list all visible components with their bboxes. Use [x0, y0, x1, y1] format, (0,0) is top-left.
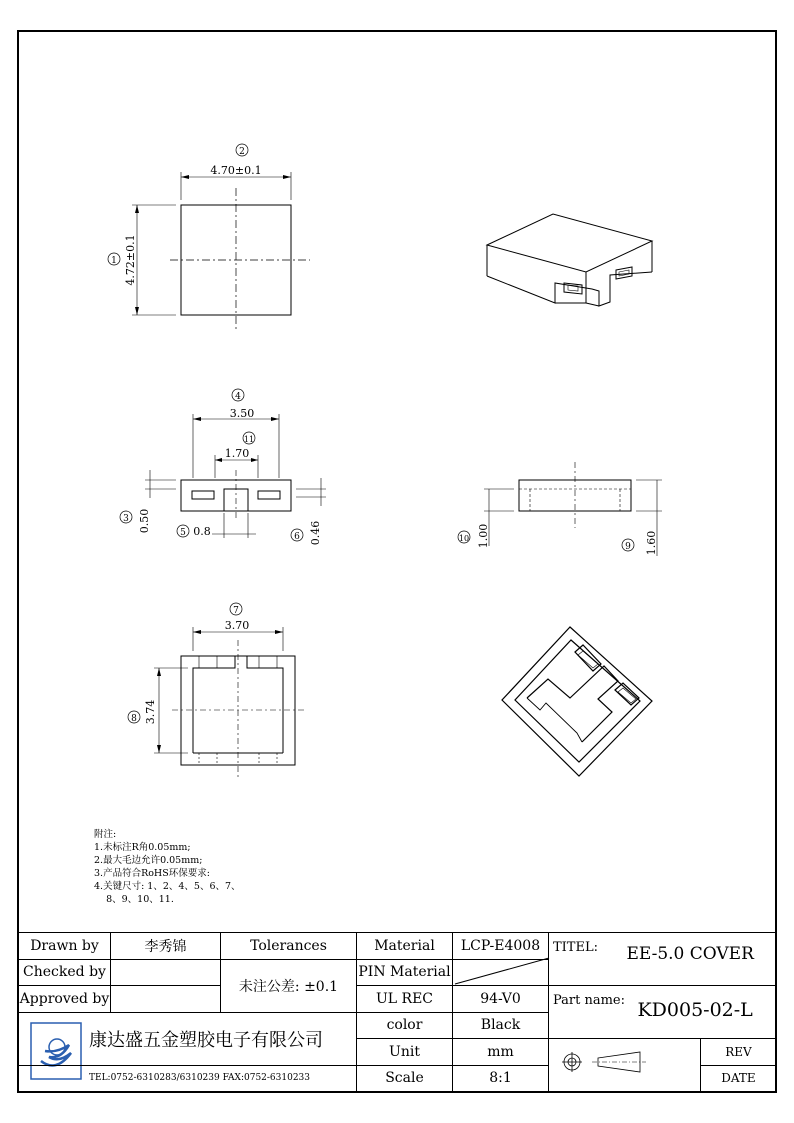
title-value: EE-5.0 COVER [626, 944, 754, 964]
bottom-view [128, 603, 305, 780]
callout-4-label: 4 [235, 392, 241, 402]
pin-material-value [453, 959, 549, 986]
dim-slot-width: 1.70 [224, 447, 250, 460]
drawing-notes [94, 828, 241, 906]
dim-front-right: 0.46 [309, 520, 322, 546]
tolerance-value: 未注公差: ±0.1 [221, 959, 357, 1012]
rev-label: REV [701, 1039, 777, 1066]
color-label: color [357, 1012, 453, 1039]
note-item: 4.关键尺寸: 1、2、4、5、6、7、 [94, 881, 241, 892]
approved-by-label: Approved by [19, 986, 111, 1013]
tolerances-label: Tolerances [221, 933, 357, 960]
checked-by-value [111, 959, 221, 986]
title-block [18, 932, 777, 1092]
note-item: 8、9、10、11. [94, 894, 174, 905]
callout-1-label: 1 [111, 256, 117, 266]
note-item: 1.未标注R角0.05mm; [94, 842, 191, 853]
title-label: TITEL: [553, 940, 598, 955]
part-name-label: Part name: [553, 993, 626, 1008]
part-name-value: KD005-02-L [637, 999, 753, 1021]
callout-5-label: 5 [180, 528, 186, 538]
dim-front-left: 0.50 [138, 508, 151, 534]
company-contact: TEL:0752-6310283/6310239 FAX:0752-6310233 [19, 1065, 357, 1092]
color-value: Black [453, 1012, 549, 1039]
dim-front-gap: 0.8 [193, 525, 211, 538]
material-value: LCP-E4008 [453, 933, 549, 960]
material-label: Material [357, 933, 453, 960]
note-item: 3.产品符合RoHS环保要求: [94, 868, 210, 879]
top-view [108, 144, 310, 330]
note-item: 2.最大毛边允许0.05mm; [94, 855, 203, 866]
callout-8-label: 8 [131, 714, 137, 724]
date-label: DATE [701, 1065, 777, 1092]
drawn-by-label: Drawn by [19, 933, 111, 960]
callout-3-label: 3 [123, 514, 129, 524]
drawn-by-value: 李秀锦 [111, 933, 221, 960]
pin-material-label: PIN Material [357, 959, 453, 986]
callout-10-label: 10 [458, 534, 470, 543]
dim-side-left: 1.00 [477, 523, 490, 549]
dim-width-top: 4.70±0.1 [210, 164, 262, 177]
dim-bottom-height: 3.74 [144, 699, 157, 725]
scale-label: Scale [357, 1065, 453, 1092]
scale-value: 8:1 [453, 1065, 549, 1092]
callout-7-label: 7 [233, 606, 239, 616]
notes-title: 附注: [94, 829, 117, 840]
callout-11-label: 11 [243, 435, 255, 444]
ul-rec-value: 94-V0 [453, 986, 549, 1013]
callout-2-label: 2 [239, 147, 245, 157]
dim-front-width: 3.50 [229, 407, 255, 420]
ul-rec-label: UL REC [357, 986, 453, 1013]
callout-9-label: 9 [625, 542, 631, 552]
checked-by-label: Checked by [19, 959, 111, 986]
unit-label: Unit [357, 1039, 453, 1066]
unit-value: mm [453, 1039, 549, 1066]
dim-height-top: 4.72±0.1 [124, 234, 137, 286]
approved-by-value [111, 986, 221, 1013]
dim-side-right: 1.60 [645, 530, 658, 556]
projection-cell [549, 1039, 701, 1092]
isometric-view-bottom [502, 627, 652, 776]
isometric-view-top [487, 214, 652, 306]
title-cell [549, 933, 777, 986]
part-name-cell [549, 986, 777, 1039]
callout-6-label: 6 [294, 532, 300, 542]
dim-bottom-width: 3.70 [224, 619, 250, 632]
company-name: 康达盛五金塑胶电子有限公司 [19, 1012, 357, 1065]
